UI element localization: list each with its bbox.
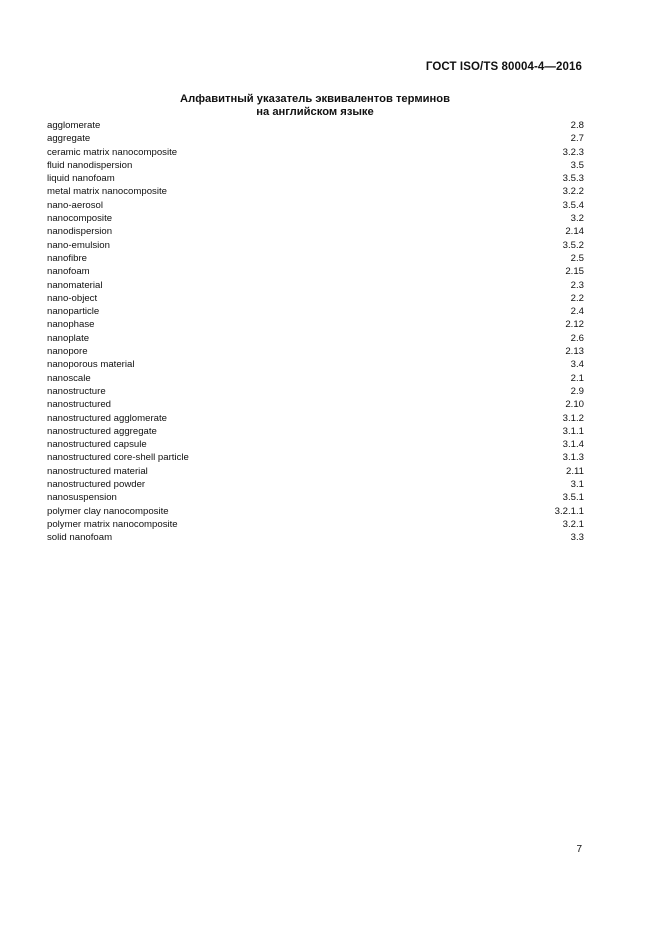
index-entry [47, 146, 584, 159]
index-term: polymer matrix nanocomposite [47, 518, 178, 530]
index-ref-number: 2.4 [570, 306, 584, 318]
index-entry [47, 305, 584, 318]
index-ref-number: 3.4 [570, 359, 584, 371]
index-ref-number: 2.5 [570, 252, 584, 264]
index-term: nanostructured agglomerate [47, 412, 167, 424]
index-term: nanofoam [47, 266, 90, 278]
index-ref-number: 2.7 [570, 133, 584, 145]
index-entry [47, 239, 584, 252]
index-entry [47, 518, 584, 531]
index-title [0, 93, 630, 119]
index-ref-number: 2.12 [565, 319, 584, 331]
index-ref-number: 3.5 [570, 159, 584, 171]
index-entry [47, 425, 584, 438]
index-entry [47, 225, 584, 238]
index-term: metal matrix nanocomposite [47, 186, 167, 198]
index-term: nanosuspension [47, 492, 117, 504]
index-entry [47, 491, 584, 504]
index-term: nanofibre [47, 252, 88, 264]
index-ref-number: 2.11 [566, 465, 584, 477]
index-ref-number: 3.5.4 [562, 199, 584, 211]
index-entry [47, 279, 584, 292]
index-entry [47, 172, 584, 185]
index-entry [47, 292, 584, 305]
index-ref-number: 2.10 [565, 399, 584, 411]
index-ref-number: 2.9 [570, 385, 584, 397]
index-ref-number: 3.1.2 [562, 412, 584, 424]
index-ref-number: 3.1 [570, 479, 584, 491]
index-term: nanoplate [47, 332, 90, 344]
standard-code-header: ГОСТ ISO/TS 80004-4—2016 [425, 61, 582, 73]
index-term: nanoparticle [47, 306, 100, 318]
index-entry [47, 332, 584, 345]
index-entry [47, 385, 584, 398]
index-entry [47, 159, 584, 172]
index-entry [47, 531, 584, 544]
index-entry [47, 318, 584, 331]
term-index-list [47, 119, 584, 545]
index-term: liquid nanofoam [47, 173, 115, 185]
index-ref-number: 2.14 [565, 226, 584, 238]
index-ref-number: 2.13 [565, 346, 584, 358]
index-ref-number: 3.1.1 [562, 425, 584, 437]
index-entry [47, 412, 584, 425]
index-entry [47, 398, 584, 411]
index-term: nanostructure [47, 385, 106, 397]
page-number: 7 [576, 844, 582, 855]
index-entry [47, 451, 584, 464]
index-ref-number: 3.5.2 [562, 239, 584, 251]
index-term: nano-emulsion [47, 239, 110, 251]
index-term: nanostructured material [47, 465, 148, 477]
index-term: nano-object [47, 292, 98, 304]
index-term: nano-aerosol [47, 199, 104, 211]
index-term: agglomerate [47, 120, 101, 131]
index-entry [47, 132, 584, 145]
index-term: nanoscale [47, 372, 91, 384]
index-entry [47, 478, 584, 491]
index-ref-number: 3.1.3 [562, 452, 584, 464]
index-ref-number: 3.2.2 [562, 186, 584, 198]
index-term: nanostructured aggregate [47, 425, 157, 437]
index-term: ceramic matrix nanocomposite [47, 146, 178, 158]
index-entry [47, 358, 584, 371]
index-entry [47, 372, 584, 385]
index-term: nanophase [47, 319, 95, 331]
index-ref-number: 3.5.1 [562, 492, 584, 504]
index-term: nanostructured capsule [47, 439, 147, 451]
index-entry [47, 199, 584, 212]
index-ref-number: 3.5.3 [562, 173, 584, 185]
index-term: polymer clay nanocomposite [47, 505, 169, 517]
index-term: nanostructured core-shell particle [47, 452, 189, 464]
index-term: aggregate [47, 133, 91, 145]
index-ref-number: 3.2.1.1 [554, 505, 584, 517]
index-entry [47, 345, 584, 358]
index-term: fluid nanodispersion [47, 159, 133, 171]
index-entry [47, 505, 584, 518]
index-ref-number: 3.2.1 [562, 518, 584, 530]
index-term: nanopore [47, 346, 88, 358]
index-ref-number: 2.6 [570, 332, 584, 344]
index-ref-number: 2.8 [570, 120, 584, 131]
index-title-line-2: на английском языке [256, 106, 374, 118]
index-entry [47, 119, 584, 132]
index-entry [47, 212, 584, 225]
index-term: nanocomposite [47, 213, 113, 225]
index-term: solid nanofoam [47, 532, 113, 544]
index-term: nanodispersion [47, 226, 113, 238]
index-term: nanostructured powder [47, 479, 146, 491]
index-entry [47, 438, 584, 451]
index-ref-number: 3.2.3 [562, 146, 584, 158]
index-ref-number: 3.3 [570, 532, 584, 544]
index-ref-number: 2.15 [565, 266, 584, 278]
index-term: nanostructured [47, 399, 111, 411]
index-entry [47, 465, 584, 478]
index-term: nanoporous material [47, 359, 135, 371]
index-ref-number: 3.2 [570, 213, 584, 225]
index-ref-number: 2.2 [570, 292, 584, 304]
index-ref-number: 2.1 [570, 372, 584, 384]
index-title-line-1: Алфавитный указатель эквивалентов терминов [180, 93, 450, 105]
index-ref-number: 3.1.4 [562, 439, 584, 451]
index-term: nanomaterial [47, 279, 103, 291]
index-entry [47, 252, 584, 265]
index-entry [47, 185, 584, 198]
index-ref-number: 2.3 [570, 279, 584, 291]
index-entry [47, 265, 584, 278]
